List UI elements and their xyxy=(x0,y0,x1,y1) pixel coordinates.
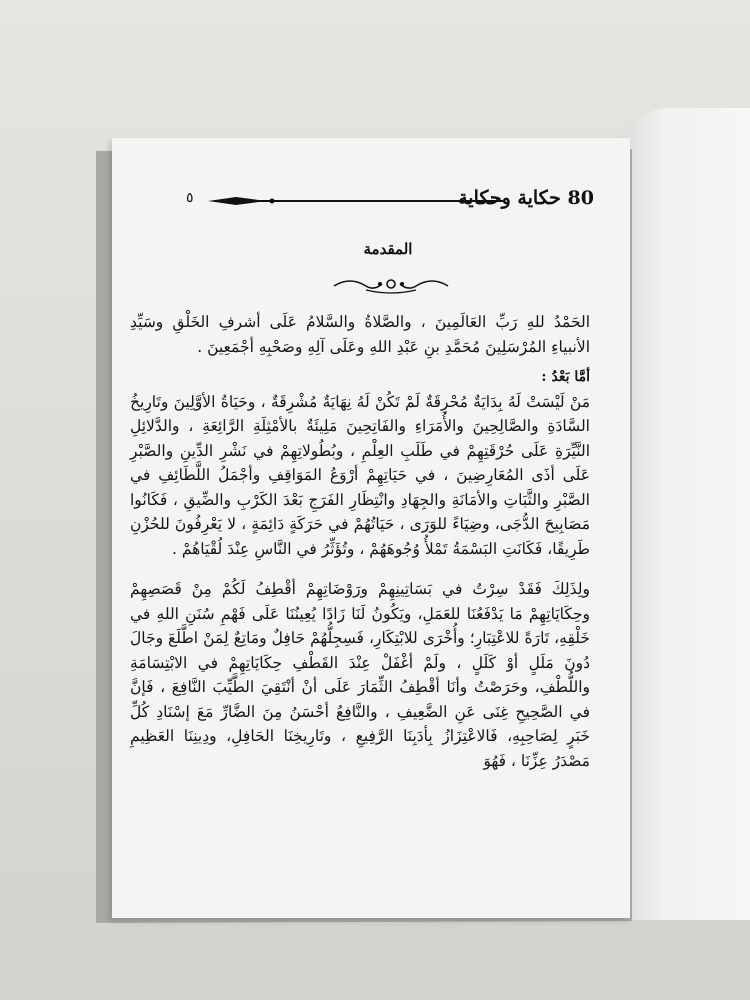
page-number: ٥ xyxy=(186,190,194,206)
book-title: 80 حكاية وحكاية xyxy=(458,187,594,209)
paragraph-amma-bad: أمَّا بَعْدُ : xyxy=(541,369,590,385)
body-text xyxy=(130,310,590,773)
section-title: المقدمة xyxy=(363,240,413,258)
title-ornament xyxy=(330,274,452,294)
facing-page-curl xyxy=(612,108,750,920)
paragraph-opening: الحَمْدُ للهِ رَبِّ العَالَمِينَ ، والصَّلاةُ والسَّلامُ عَلَى أشرفِ الخَلْقِ وسَيِّدِ الأنبياءِ المُرْسَلِينَ مُحَمَّدِ بنِ عَبْدِ اللهِ وعَلَى آلِهِ وصَحْبِهِ أجْمَعِينَ . xyxy=(130,313,590,356)
running-header xyxy=(182,187,594,214)
paragraph-closing: ولِذَلِكَ فَقَدْ سِرْتُ في بَسَاتِينِهِمْ ورَوْضَاتِهِمْ أقْطِفُ لَكُمْ مِنْ قَصَصِهِمْ وحِكَايَاتِهِمْ مَا يَدْفَعُنَا للعَمَلِ، ويَكُونُ لَنَا زَادًا يُعِينُنَا عَلَى فَهْمِ سُنَنِ اللهِ في خَلْقِهِ، تَارَةً للاعْتِبَارِ؛ وأُخْرَى للابْتِكَارِ، فَسِجِلُّهُمْ حَافِلٌ ومَاتِعٌ لِمَنْ اطَّلَعَ وجَالَ دُونَ مَلَلٍ أوْ كَلَلٍ ، ولَمْ أغْفَلْ عِنْدَ القَطْفِ حِكَايَاتِهِمْ في الابْتِسَامَةِ واللُّطْفِ، وحَرَصْتُ وأنَا أقْطِفُ الثِّمَارَ عَلَى أنْ أنْتَقِيَ الطَّيِّبَ النَّافِعَ ، فَإنَّ في الصَّحِيحِ غِنَى عَنِ الضَّعِيفِ ، والنَّافِعُ أحْسَنُ مِنَ الضَّارِّ مَعَ إسْنَادِ كُلِّ خَبَرٍ لِصَاحِبِهِ، فَالاعْتِزَازُ بِأدَبِنَا الرَّفِيعِ ، وتَارِيخِنَا الحَافِلِ، ودِينِنَا العَظِيمِ مَصْدَرُ عِزِّنَا ، فَهُوَ xyxy=(130,580,590,770)
paragraph-main: مَنْ لَيْسَتْ لَهُ بِدَايَةٌ مُحْرِقَةٌ لَمْ تَكُنْ لَهُ نِهَايَةٌ مُشْرِقَةٌ ، وحَيَاةُ الأوَّلِينَ وتَارِيخُ السَّادَةِ والصَّالِحِينَ والأُمَرَاءِ والفَاتِحِينَ مَلِيئَةٌ بالأمْثِلَةِ الرَّائِعَةِ ، والدَّلائِلِ النَّيِّرَةِ عَلَى حُرْقَتِهِمْ في طَلَبِ العِلْمِ ، وبُطُولاتِهِمْ في نَشْرِ الدِّينِ والصَّبْرِ عَلَى أذَى المُعَارِضِينَ ، في حَيَاتِهِمْ أرْوَعُ المَوَاقِفِ وأجْمَلُ اللَّطَائِفِ في الصَّبْرِ والثَّبَاتِ والأمَانَةِ والجِهَادِ وانْتِظَارِ الفَرَجِ بَعْدَ الكَرْبِ والضِّيقِ ، فَكَانُوا مَصَابِيحَ الدُّجَى، وضِيَاءً للوَرَى ، حَيَاتُهُمْ في حَرَكَةٍ دَائِمَةٍ ، لا يَعْرِفُونَ للحُزْنِ طَرِيقًا، فَكَانَتِ البَسْمَةُ تَمْلأُ وُجُوهَهُمْ ، وتُؤَثِّرُ في النَّاسِ عِنْدَ لُقْيَاهُمْ . xyxy=(130,392,590,558)
